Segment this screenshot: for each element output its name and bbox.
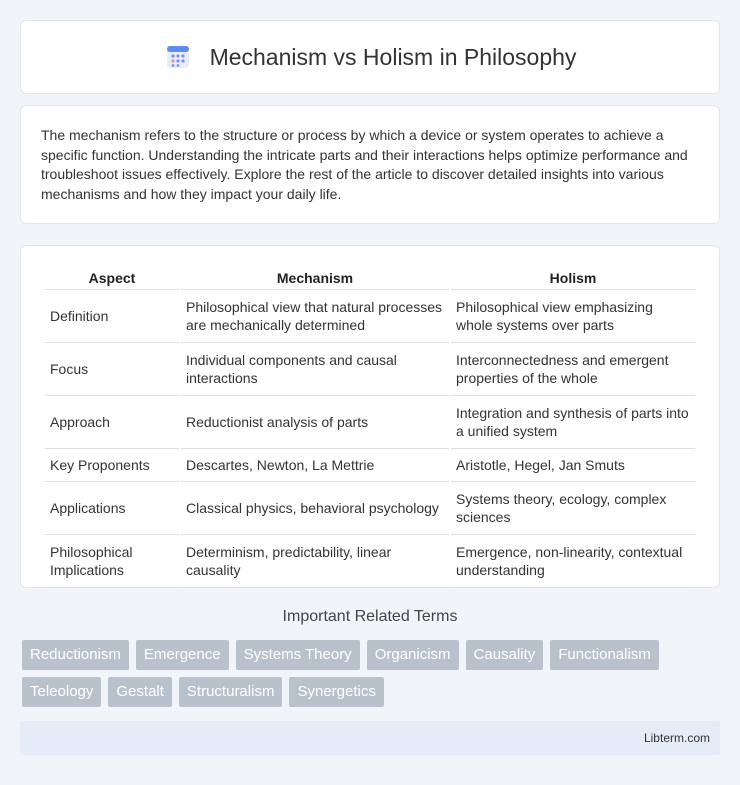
table-row [45,343,695,396]
table-cell-aspect: Definition [45,290,179,343]
table-cell-aspect: Philosophical Implications [45,535,179,588]
tag-gestalt[interactable]: Gestalt [108,677,172,707]
comparison-table [43,266,697,588]
table-cell-mechanism: Descartes, Newton, La Mettrie [181,449,449,482]
tag-synergetics[interactable]: Synergetics [289,677,383,707]
document-grid-icon [164,42,194,72]
tag-causality[interactable]: Causality [466,640,544,670]
page-title: Mechanism vs Holism in Philosophy [209,43,577,70]
footer [20,721,720,755]
column-header-aspect: Aspect [45,266,179,290]
tag-systems-theory[interactable]: Systems Theory [236,640,360,670]
table-cell-holism: Interconnectedness and emergent properties of the whole [451,343,695,396]
title-wrap [164,42,577,72]
table-cell-mechanism: Classical physics, behavioral psychology [181,482,449,535]
header-card [20,20,720,94]
table-row [45,449,695,482]
table-cell-holism: Integration and synthesis of parts into a unified system [451,396,695,449]
tag-reductionism[interactable]: Reductionism [22,640,129,670]
column-header-mechanism: Mechanism [181,266,449,290]
comparison-table-card [20,245,720,588]
table-cell-holism: Systems theory, ecology, complex sciences [451,482,695,535]
tag-organicism[interactable]: Organicism [367,640,459,670]
tag-structuralism[interactable]: Structuralism [179,677,283,707]
table-cell-holism: Aristotle, Hegel, Jan Smuts [451,449,695,482]
table-row [45,396,695,449]
tag-teleology[interactable]: Teleology [22,677,101,707]
intro-paragraph: The mechanism refers to the structure or process by which a device or system operates to achieve a specific function. Understanding the intricate parts and their interactions helps optimize performance and troubleshoot issues effectively. Explore the rest of the article to discover detailed insights into various mechanisms and how they impact your daily life. [41,127,688,202]
related-terms-tags [22,640,722,707]
table-cell-mechanism: Reductionist analysis of parts [181,396,449,449]
table-cell-aspect: Key Proponents [45,449,179,482]
tag-emergence[interactable]: Emergence [136,640,229,670]
table-cell-holism: Emergence, non-linearity, contextual understanding [451,535,695,588]
table-cell-aspect: Approach [45,396,179,449]
tag-functionalism[interactable]: Functionalism [550,640,659,670]
table-row [45,290,695,343]
table-cell-aspect: Focus [45,343,179,396]
table-cell-mechanism: Philosophical view that natural processes are mechanically determined [181,290,449,343]
intro-card [20,105,720,224]
column-header-holism: Holism [451,266,695,290]
table-cell-aspect: Applications [45,482,179,535]
table-cell-mechanism: Determinism, predictability, linear causality [181,535,449,588]
table-header-row [45,266,695,290]
table-row [45,535,695,588]
table-cell-holism: Philosophical view emphasizing whole systems over parts [451,290,695,343]
related-terms-heading: Important Related Terms [282,608,458,625]
table-cell-mechanism: Individual components and causal interactions [181,343,449,396]
footer-site-link[interactable]: Libterm.com [643,731,710,745]
table-row [45,482,695,535]
